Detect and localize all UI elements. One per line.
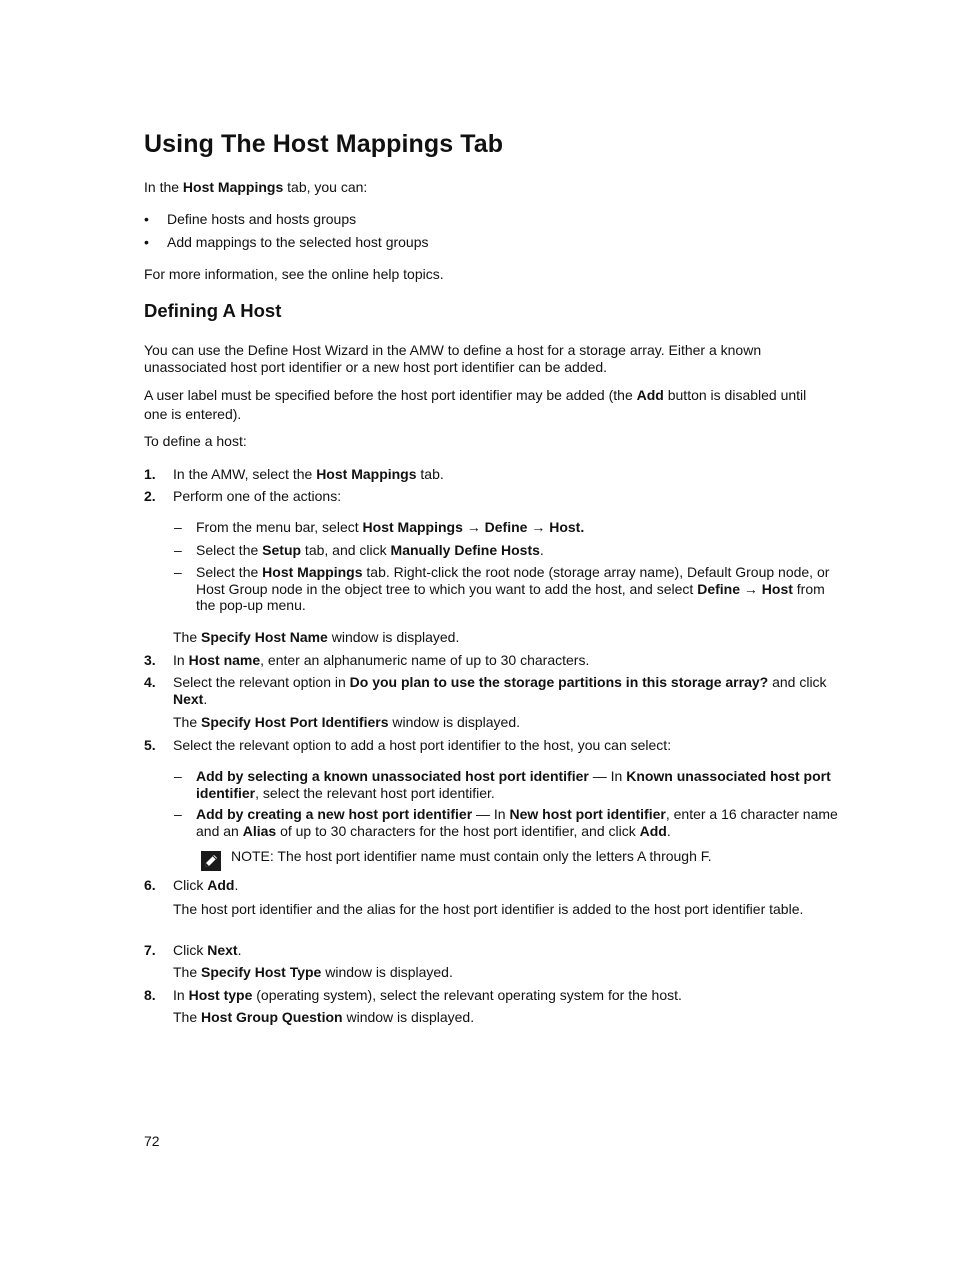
dash-marker: – <box>174 806 182 822</box>
paragraph: A user label must be specified before the host port identifier may be added (the Add button is disabled until one is entered). <box>144 387 807 422</box>
step-result: The host port identifier and the alias for the host port identifier is added to the host port identifier table. <box>173 901 804 917</box>
step-number: 2. <box>144 488 156 504</box>
bullet-marker: • <box>144 211 149 227</box>
step-text: Perform one of the actions: <box>173 488 342 504</box>
note-text: NOTE: The host port identifier name must contain only the letters A through F. <box>231 848 712 864</box>
sub-item: From the menu bar, select Host Mappings → Define → Host. <box>196 519 585 535</box>
sub-item: Select the Host Mappings tab. Right-click the root node (storage array name), Default Group node, or Host Group node in the object tree to which you want to add the host, and select Define → Host from the pop-up menu. <box>196 564 830 613</box>
section-heading: Defining A Host <box>144 300 282 321</box>
step-text: Click Add. <box>173 877 239 893</box>
step-result: The Specify Host Port Identifiers window is displayed. <box>173 714 521 730</box>
step-text: Click Next. <box>173 942 242 958</box>
step-number: 3. <box>144 652 156 668</box>
step-text: In the AMW, select the Host Mappings tab. <box>173 466 444 482</box>
intro-paragraph: In the Host Mappings tab, you can: <box>144 179 368 195</box>
step-number: 1. <box>144 466 156 482</box>
step-result: The Specify Host Type window is displayed. <box>173 964 453 980</box>
step-result: The Host Group Question window is displayed. <box>173 1009 475 1025</box>
step-result: The Specify Host Name window is displayed. <box>173 629 460 645</box>
step-number: 6. <box>144 877 156 893</box>
dash-marker: – <box>174 564 182 580</box>
to-define-text: To define a host: <box>144 433 247 449</box>
dash-marker: – <box>174 519 182 535</box>
step-number: 5. <box>144 737 156 753</box>
step-text: In Host name, enter an alphanumeric name of up to 30 characters. <box>173 652 590 668</box>
sub-item: Select the Setup tab, and click Manually Define Hosts. <box>196 542 544 558</box>
page-title: Using The Host Mappings Tab <box>144 130 504 158</box>
sub-item: Add by selecting a known unassociated host port identifier — In Known unassociated host port identifier, select the relevant host port identifier. <box>196 768 831 801</box>
page-number: 72 <box>144 1133 160 1149</box>
note-pencil-icon <box>200 850 222 872</box>
bullet-marker: • <box>144 234 149 250</box>
paragraph: You can use the Define Host Wizard in the AMW to define a host for a storage array. Either a known unassociated host port identifier or a new host port identifier can be added. <box>144 342 762 375</box>
bullet-item: Define hosts and hosts groups <box>167 211 357 227</box>
step-text: Select the relevant option in Do you plan to use the storage partitions in this storage array? and click Next. <box>173 674 827 707</box>
bullet-item: Add mappings to the selected host groups <box>167 234 429 250</box>
step-text: In Host type (operating system), select the relevant operating system for the host. <box>173 987 682 1003</box>
step-number: 7. <box>144 942 156 958</box>
step-number: 8. <box>144 987 156 1003</box>
dash-marker: – <box>174 768 182 784</box>
more-info-text: For more information, see the online help topics. <box>144 266 444 282</box>
sub-item: Add by creating a new host port identifier — In New host port identifier, enter a 16 character name and an Alias of up to 30 characters for the host port identifier, and click Add. <box>196 806 838 839</box>
step-number: 4. <box>144 674 156 690</box>
dash-marker: – <box>174 542 182 558</box>
step-text: Select the relevant option to add a host port identifier to the host, you can select: <box>173 737 672 753</box>
